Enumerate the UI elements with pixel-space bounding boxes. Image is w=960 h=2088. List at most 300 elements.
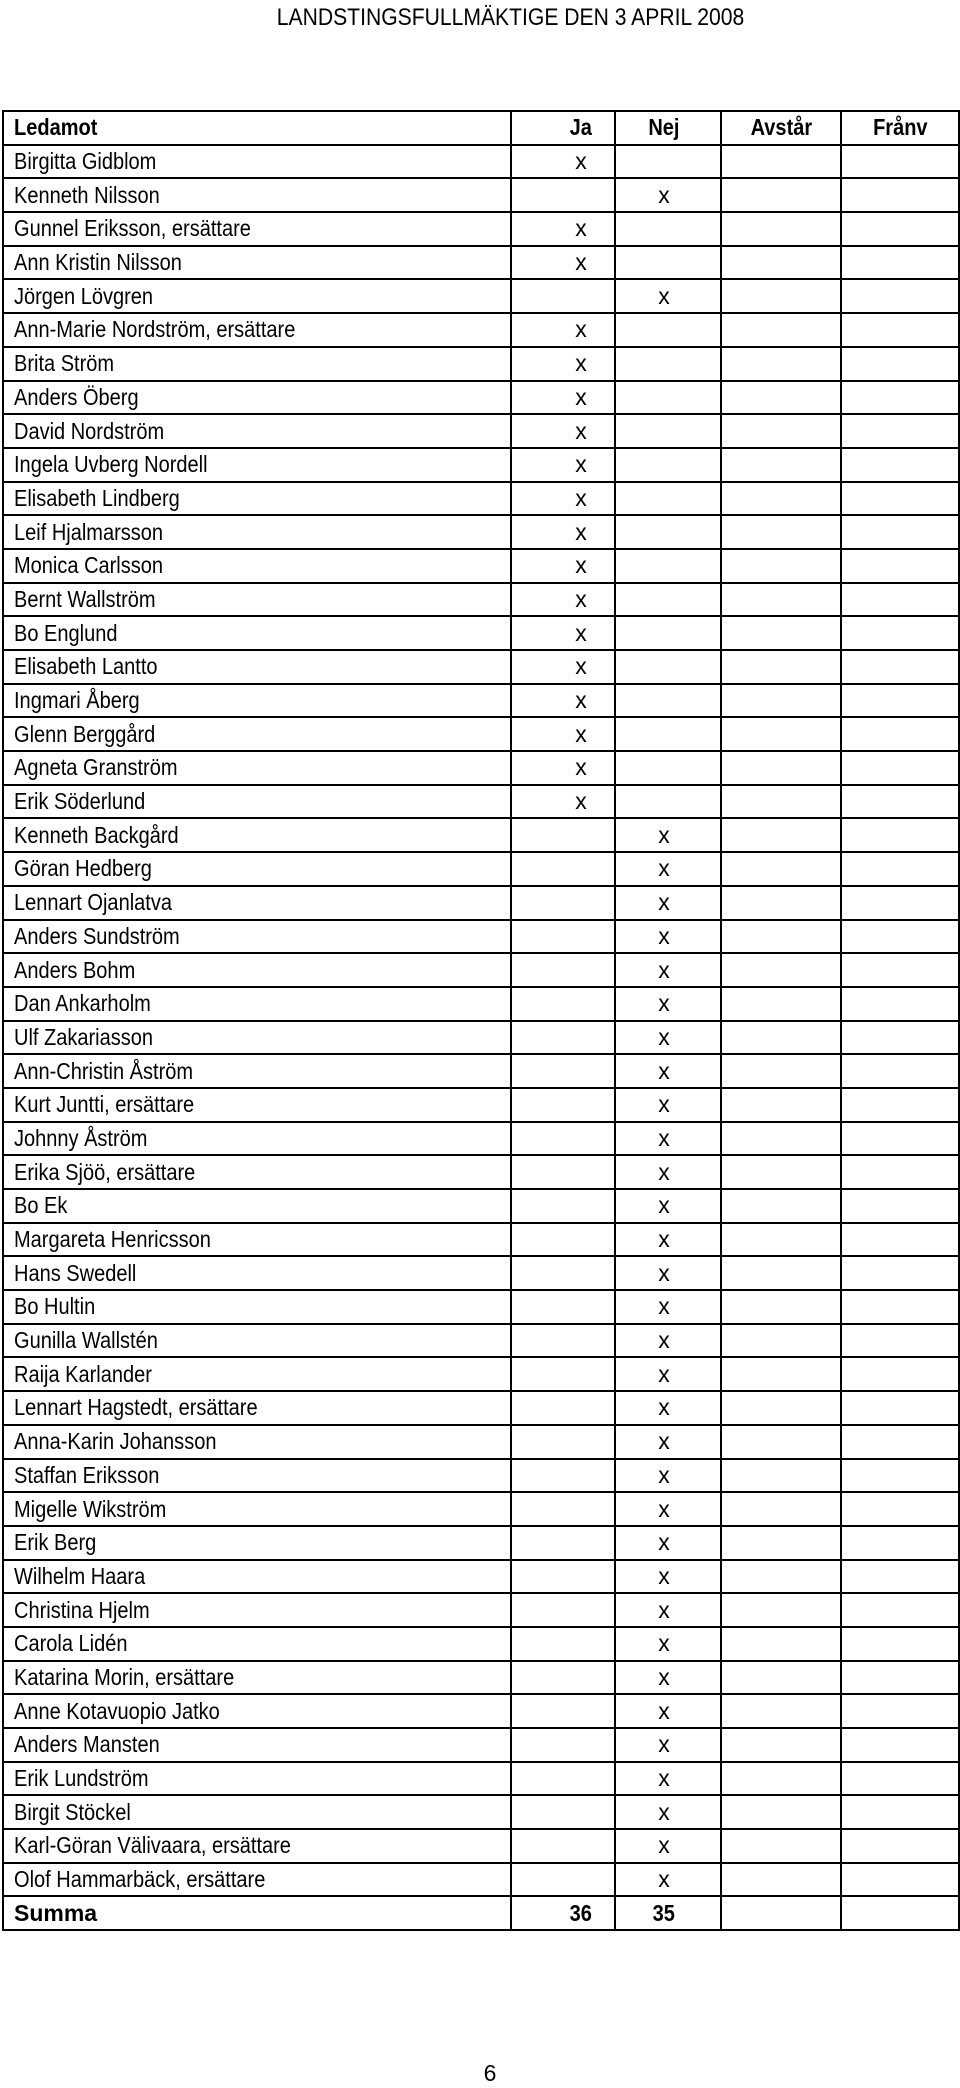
vote-cell-avstar [721, 515, 841, 549]
vote-cell-franv [841, 987, 959, 1021]
vote-cell-ja [511, 1762, 615, 1796]
vote-cell-ja [511, 1122, 615, 1156]
vote-cell-ja: x [511, 313, 615, 347]
vote-cell-avstar [721, 1223, 841, 1257]
vote-cell-avstar [721, 1189, 841, 1223]
member-name-cell: Göran Hedberg [3, 852, 511, 886]
vote-cell-ja [511, 818, 615, 852]
vote-cell-ja: x [511, 482, 615, 516]
vote-cell-avstar [721, 1155, 841, 1189]
vote-cell-franv [841, 1459, 959, 1493]
member-name-cell: Anders Bohm [3, 953, 511, 987]
member-name-cell: Anne Kotavuopio Jatko [3, 1694, 511, 1728]
member-name-cell: Anders Sundström [3, 920, 511, 954]
vote-cell-ja: x [511, 246, 615, 280]
member-name-cell: Anders Mansten [3, 1728, 511, 1762]
member-name-cell: Birgit Stöckel [3, 1795, 511, 1829]
member-name-cell: Ingmari Åberg [3, 684, 511, 718]
vote-cell-avstar [721, 347, 841, 381]
column-header-franv: Frånv [841, 111, 959, 145]
member-name-cell: Karl-Göran Välivaara, ersättare [3, 1829, 511, 1863]
table-row [3, 1829, 959, 1863]
vote-cell-nej [615, 583, 721, 617]
vote-cell-ja [511, 953, 615, 987]
summary-total-franv [841, 1896, 959, 1930]
member-name-cell: Lennart Hagstedt, ersättare [3, 1391, 511, 1425]
table-row [3, 313, 959, 347]
table-row [3, 751, 959, 785]
vote-cell-franv [841, 414, 959, 448]
member-name-cell: Ann Kristin Nilsson [3, 246, 511, 280]
vote-cell-avstar [721, 886, 841, 920]
vote-cell-avstar [721, 1526, 841, 1560]
vote-cell-franv [841, 279, 959, 313]
member-name-cell: Johnny Åström [3, 1122, 511, 1156]
vote-cell-avstar [721, 1021, 841, 1055]
vote-cell-ja [511, 920, 615, 954]
member-name-cell: Kurt Juntti, ersättare [3, 1088, 511, 1122]
vote-cell-franv [841, 1357, 959, 1391]
vote-cell-franv [841, 1256, 959, 1290]
vote-cell-nej [615, 785, 721, 819]
vote-cell-ja: x [511, 347, 615, 381]
vote-cell-avstar [721, 1391, 841, 1425]
vote-cell-nej: x [615, 1560, 721, 1594]
table-row [3, 1492, 959, 1526]
table-row [3, 1256, 959, 1290]
vote-cell-avstar [721, 381, 841, 415]
vote-cell-avstar [721, 482, 841, 516]
vote-cell-ja [511, 1324, 615, 1358]
table-row [3, 583, 959, 617]
vote-cell-franv [841, 178, 959, 212]
table-row [3, 650, 959, 684]
vote-cell-avstar [721, 1728, 841, 1762]
table-row [3, 549, 959, 583]
table-row [3, 1762, 959, 1796]
member-name-cell: Agneta Granström [3, 751, 511, 785]
vote-cell-nej: x [615, 1492, 721, 1526]
vote-cell-avstar [721, 1560, 841, 1594]
vote-cell-nej: x [615, 818, 721, 852]
vote-cell-nej: x [615, 1021, 721, 1055]
vote-cell-avstar [721, 1088, 841, 1122]
vote-cell-franv [841, 482, 959, 516]
vote-cell-avstar [721, 414, 841, 448]
member-name-cell: Raija Karlander [3, 1357, 511, 1391]
vote-cell-franv [841, 1593, 959, 1627]
vote-cell-ja: x [511, 381, 615, 415]
table-row [3, 1122, 959, 1156]
vote-cell-avstar [721, 1829, 841, 1863]
table-row [3, 279, 959, 313]
member-name-cell: Bo Ek [3, 1189, 511, 1223]
vote-cell-franv [841, 684, 959, 718]
member-name-cell: Erika Sjöö, ersättare [3, 1155, 511, 1189]
vote-cell-ja [511, 1661, 615, 1695]
vote-cell-franv [841, 1054, 959, 1088]
vote-cell-ja: x [511, 616, 615, 650]
vote-cell-avstar [721, 1290, 841, 1324]
column-header-avstar: Avstår [721, 111, 841, 145]
vote-cell-ja [511, 1155, 615, 1189]
vote-cell-avstar [721, 313, 841, 347]
vote-cell-franv [841, 650, 959, 684]
vote-cell-franv [841, 145, 959, 179]
vote-cell-avstar [721, 246, 841, 280]
table-row [3, 212, 959, 246]
summary-row [3, 1896, 959, 1930]
vote-cell-avstar [721, 818, 841, 852]
member-name-cell: Ann-Christin Åström [3, 1054, 511, 1088]
table-row [3, 448, 959, 482]
vote-cell-ja [511, 1863, 615, 1897]
table-row [3, 1391, 959, 1425]
vote-cell-franv [841, 1155, 959, 1189]
member-name-cell: Anna-Karin Johansson [3, 1425, 511, 1459]
vote-cell-avstar [721, 785, 841, 819]
vote-cell-franv [841, 852, 959, 886]
vote-cell-franv [841, 448, 959, 482]
vote-cell-franv [841, 616, 959, 650]
vote-cell-ja [511, 1492, 615, 1526]
member-name-cell: Hans Swedell [3, 1256, 511, 1290]
table-row [3, 347, 959, 381]
table-row [3, 414, 959, 448]
vote-cell-ja: x [511, 212, 615, 246]
member-name-cell: Margareta Henricsson [3, 1223, 511, 1257]
table-row [3, 852, 959, 886]
vote-cell-nej: x [615, 1526, 721, 1560]
vote-cell-franv [841, 1694, 959, 1728]
vote-cell-avstar [721, 1863, 841, 1897]
vote-cell-avstar [721, 178, 841, 212]
vote-cell-franv [841, 515, 959, 549]
vote-cell-nej: x [615, 1627, 721, 1661]
vote-cell-franv [841, 1290, 959, 1324]
vote-cell-nej: x [615, 1391, 721, 1425]
summary-total-avstar [721, 1896, 841, 1930]
member-name-cell: Elisabeth Lindberg [3, 482, 511, 516]
table-row [3, 482, 959, 516]
vote-cell-avstar [721, 684, 841, 718]
vote-cell-franv [841, 212, 959, 246]
vote-cell-nej: x [615, 178, 721, 212]
table-row [3, 1290, 959, 1324]
member-name-cell: Brita Ström [3, 347, 511, 381]
vote-cell-ja: x [511, 717, 615, 751]
vote-cell-avstar [721, 145, 841, 179]
table-row [3, 717, 959, 751]
vote-cell-nej [615, 684, 721, 718]
vote-cell-ja [511, 1795, 615, 1829]
vote-cell-nej: x [615, 1661, 721, 1695]
vote-cell-franv [841, 1122, 959, 1156]
column-header-ledamot: Ledamot [3, 111, 511, 145]
vote-cell-nej: x [615, 920, 721, 954]
vote-cell-ja [511, 1290, 615, 1324]
vote-cell-nej [615, 482, 721, 516]
vote-cell-avstar [721, 448, 841, 482]
table-row [3, 1324, 959, 1358]
table-row [3, 953, 959, 987]
table-row [3, 1526, 959, 1560]
vote-cell-nej: x [615, 1459, 721, 1493]
table-row [3, 987, 959, 1021]
table-row [3, 1795, 959, 1829]
member-name-cell: Kenneth Backgård [3, 818, 511, 852]
table-row [3, 818, 959, 852]
vote-cell-ja [511, 1459, 615, 1493]
vote-cell-franv [841, 1560, 959, 1594]
table-row [3, 1728, 959, 1762]
summary-total-ja: 36 [511, 1896, 615, 1930]
table-row [3, 1459, 959, 1493]
vote-cell-avstar [721, 616, 841, 650]
vote-cell-franv [841, 717, 959, 751]
vote-cell-nej [615, 313, 721, 347]
vote-cell-avstar [721, 1593, 841, 1627]
table-row [3, 515, 959, 549]
vote-cell-nej: x [615, 1290, 721, 1324]
member-name-cell: Kenneth Nilsson [3, 178, 511, 212]
vote-cell-nej: x [615, 1829, 721, 1863]
vote-cell-ja [511, 1189, 615, 1223]
column-header-ja: Ja [511, 111, 615, 145]
vote-cell-nej: x [615, 953, 721, 987]
member-name-cell: Birgitta Gidblom [3, 145, 511, 179]
vote-cell-nej: x [615, 1425, 721, 1459]
table-row [3, 616, 959, 650]
vote-cell-ja [511, 1593, 615, 1627]
member-name-cell: Dan Ankarholm [3, 987, 511, 1021]
table-row [3, 1223, 959, 1257]
vote-cell-franv [841, 818, 959, 852]
member-name-cell: Anders Öberg [3, 381, 511, 415]
vote-cell-nej [615, 414, 721, 448]
vote-cell-ja [511, 1054, 615, 1088]
member-name-cell: Bo Englund [3, 616, 511, 650]
vote-cell-franv [841, 1425, 959, 1459]
vote-cell-ja [511, 279, 615, 313]
vote-cell-avstar [721, 1459, 841, 1493]
vote-cell-avstar [721, 1357, 841, 1391]
table-row [3, 785, 959, 819]
vote-cell-avstar [721, 717, 841, 751]
member-name-cell: Katarina Morin, ersättare [3, 1661, 511, 1695]
vote-cell-nej: x [615, 1324, 721, 1358]
vote-cell-franv [841, 1661, 959, 1695]
member-name-cell: Olof Hammarbäck, ersättare [3, 1863, 511, 1897]
vote-cell-franv [841, 1492, 959, 1526]
vote-cell-franv [841, 1324, 959, 1358]
vote-cell-avstar [721, 1425, 841, 1459]
vote-cell-nej [615, 549, 721, 583]
member-name-cell: Ann-Marie Nordström, ersättare [3, 313, 511, 347]
vote-cell-ja [511, 1829, 615, 1863]
member-name-cell: Carola Lidén [3, 1627, 511, 1661]
vote-cell-ja: x [511, 785, 615, 819]
vote-cell-nej [615, 347, 721, 381]
vote-cell-nej: x [615, 1223, 721, 1257]
vote-cell-nej: x [615, 886, 721, 920]
vote-cell-nej [615, 381, 721, 415]
member-name-cell: Monica Carlsson [3, 549, 511, 583]
vote-cell-franv [841, 313, 959, 347]
table-row [3, 1155, 959, 1189]
vote-cell-franv [841, 953, 959, 987]
member-name-cell: Glenn Berggård [3, 717, 511, 751]
vote-cell-franv [841, 920, 959, 954]
vote-cell-franv [841, 1526, 959, 1560]
member-name-cell: Christina Hjelm [3, 1593, 511, 1627]
vote-table [2, 110, 960, 1931]
member-name-cell: Gunnel Eriksson, ersättare [3, 212, 511, 246]
table-row [3, 381, 959, 415]
vote-cell-ja [511, 886, 615, 920]
summary-total-nej: 35 [615, 1896, 721, 1930]
vote-cell-avstar [721, 1627, 841, 1661]
vote-cell-avstar [721, 1661, 841, 1695]
vote-cell-avstar [721, 212, 841, 246]
vote-cell-franv [841, 1829, 959, 1863]
table-row [3, 1425, 959, 1459]
vote-cell-nej [615, 650, 721, 684]
vote-cell-ja [511, 1021, 615, 1055]
column-header-nej: Nej [615, 111, 721, 145]
vote-cell-avstar [721, 279, 841, 313]
vote-cell-nej: x [615, 1694, 721, 1728]
table-row [3, 920, 959, 954]
vote-cell-nej: x [615, 1863, 721, 1897]
vote-cell-ja [511, 178, 615, 212]
vote-cell-ja: x [511, 751, 615, 785]
vote-cell-franv [841, 886, 959, 920]
member-name-cell: Wilhelm Haara [3, 1560, 511, 1594]
vote-cell-franv [841, 549, 959, 583]
vote-cell-ja [511, 1560, 615, 1594]
vote-cell-avstar [721, 1122, 841, 1156]
vote-cell-ja [511, 1256, 615, 1290]
vote-cell-ja: x [511, 414, 615, 448]
member-name-cell: Staffan Eriksson [3, 1459, 511, 1493]
vote-cell-ja [511, 1728, 615, 1762]
vote-cell-nej [615, 246, 721, 280]
vote-cell-avstar [721, 1256, 841, 1290]
vote-cell-franv [841, 1762, 959, 1796]
vote-cell-ja [511, 1357, 615, 1391]
vote-cell-avstar [721, 852, 841, 886]
vote-cell-avstar [721, 1324, 841, 1358]
vote-cell-franv [841, 1088, 959, 1122]
member-name-cell: Leif Hjalmarsson [3, 515, 511, 549]
vote-cell-nej: x [615, 1088, 721, 1122]
vote-cell-ja [511, 987, 615, 1021]
vote-cell-ja [511, 1627, 615, 1661]
vote-cell-avstar [721, 549, 841, 583]
vote-cell-ja: x [511, 684, 615, 718]
vote-cell-avstar [721, 751, 841, 785]
vote-cell-ja [511, 1526, 615, 1560]
vote-cell-nej [615, 717, 721, 751]
vote-cell-franv [841, 381, 959, 415]
table-row [3, 1021, 959, 1055]
vote-cell-nej: x [615, 1357, 721, 1391]
vote-table-body [3, 111, 959, 1930]
member-name-cell: Lennart Ojanlatva [3, 886, 511, 920]
vote-cell-avstar [721, 920, 841, 954]
table-row [3, 145, 959, 179]
member-name-cell: Gunilla Wallstén [3, 1324, 511, 1358]
member-name-cell: Bo Hultin [3, 1290, 511, 1324]
vote-cell-franv [841, 1223, 959, 1257]
member-name-cell: Erik Berg [3, 1526, 511, 1560]
vote-cell-nej: x [615, 1728, 721, 1762]
table-row [3, 1357, 959, 1391]
vote-cell-franv [841, 1728, 959, 1762]
table-row [3, 1661, 959, 1695]
summary-label: Summa [3, 1896, 511, 1930]
vote-cell-nej: x [615, 1593, 721, 1627]
vote-cell-nej [615, 145, 721, 179]
member-name-cell: Migelle Wikström [3, 1492, 511, 1526]
vote-cell-franv [841, 1627, 959, 1661]
vote-cell-nej: x [615, 1122, 721, 1156]
vote-cell-franv [841, 1863, 959, 1897]
vote-cell-avstar [721, 1054, 841, 1088]
vote-cell-avstar [721, 1795, 841, 1829]
vote-cell-nej: x [615, 1189, 721, 1223]
table-row [3, 886, 959, 920]
member-name-cell: Ulf Zakariasson [3, 1021, 511, 1055]
vote-cell-franv [841, 1021, 959, 1055]
vote-cell-nej [615, 448, 721, 482]
vote-cell-franv [841, 751, 959, 785]
vote-cell-nej: x [615, 279, 721, 313]
vote-cell-ja: x [511, 145, 615, 179]
vote-cell-franv [841, 1795, 959, 1829]
vote-cell-avstar [721, 583, 841, 617]
vote-cell-ja [511, 1391, 615, 1425]
table-row [3, 1627, 959, 1661]
vote-cell-nej [615, 515, 721, 549]
page-header-title: LANDSTINGSFULLMÄKTIGE DEN 3 APRIL 2008 [276, 4, 744, 31]
member-name-cell: Ingela Uvberg Nordell [3, 448, 511, 482]
vote-cell-ja [511, 1425, 615, 1459]
member-name-cell: Jörgen Lövgren [3, 279, 511, 313]
vote-cell-franv [841, 785, 959, 819]
vote-cell-nej [615, 616, 721, 650]
vote-cell-avstar [721, 953, 841, 987]
vote-cell-ja [511, 1694, 615, 1728]
vote-cell-franv [841, 1189, 959, 1223]
vote-cell-ja [511, 1223, 615, 1257]
table-row [3, 1694, 959, 1728]
vote-cell-nej: x [615, 1054, 721, 1088]
table-row [3, 1863, 959, 1897]
vote-cell-ja: x [511, 515, 615, 549]
vote-cell-franv [841, 583, 959, 617]
vote-cell-ja: x [511, 448, 615, 482]
member-name-cell: David Nordström [3, 414, 511, 448]
table-row [3, 1189, 959, 1223]
vote-cell-avstar [721, 1694, 841, 1728]
vote-cell-ja: x [511, 549, 615, 583]
member-name-cell: Elisabeth Lantto [3, 650, 511, 684]
table-row [3, 1593, 959, 1627]
table-row [3, 246, 959, 280]
table-row [3, 1560, 959, 1594]
